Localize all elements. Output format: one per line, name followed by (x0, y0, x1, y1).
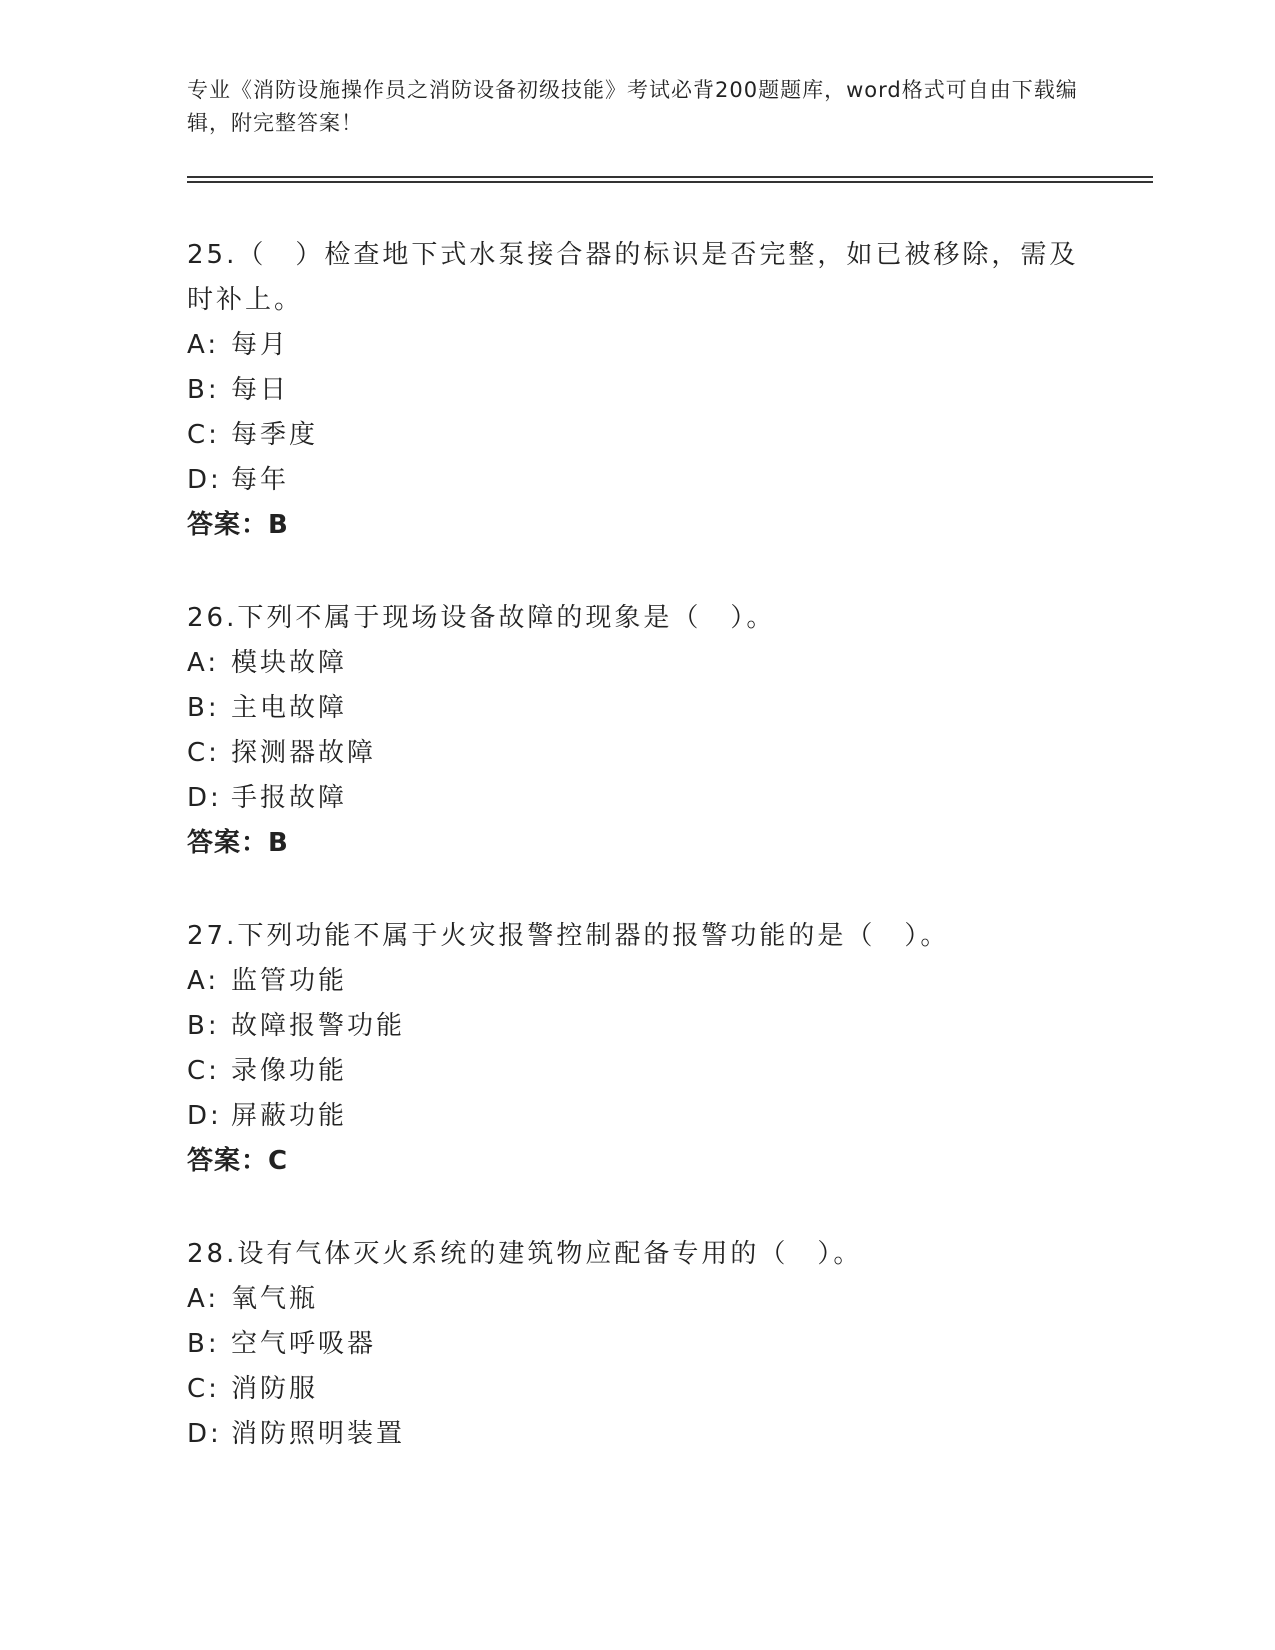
option-a (187, 323, 1087, 368)
question-26 (187, 596, 1087, 866)
option-letter: A: (187, 1284, 220, 1314)
question-25 (187, 233, 1087, 548)
option-c (187, 1049, 1087, 1094)
option-letter: B: (187, 693, 220, 723)
option-letter: B: (187, 1329, 220, 1359)
option-text: 每年 (231, 465, 290, 495)
option-letter: A: (187, 330, 220, 360)
option-text: 空气呼吸器 (231, 1329, 377, 1359)
option-text: 录像功能 (231, 1056, 348, 1086)
option-c (187, 413, 1087, 458)
option-c (187, 1367, 1087, 1412)
answer-label: 答案：B (187, 510, 289, 540)
option-text: 氧气瓶 (231, 1284, 319, 1314)
option-letter: B: (187, 1011, 220, 1041)
question-stem: 28.设有气体灭火系统的建筑物应配备专用的（ ）。 (187, 1239, 863, 1269)
option-text: 手报故障 (231, 783, 348, 813)
option-text: 模块故障 (231, 648, 348, 678)
option-a (187, 641, 1087, 686)
question-stem: 25.（ ）检查地下式水泵接合器的标识是否完整，如已被移除，需及时补上。 (187, 240, 1079, 315)
option-a (187, 959, 1087, 1004)
question-stem: 26.下列不属于现场设备故障的现象是（ ）。 (187, 603, 776, 633)
question-27 (187, 914, 1087, 1184)
option-letter: B: (187, 375, 220, 405)
question-stem: 27.下列功能不属于火灾报警控制器的报警功能的是（ ）。 (187, 921, 950, 951)
option-text: 消防照明装置 (231, 1419, 406, 1449)
option-text: 探测器故障 (231, 738, 377, 768)
option-letter: D: (187, 1101, 222, 1131)
option-d (187, 1094, 1087, 1139)
option-letter: C: (187, 738, 220, 768)
option-b (187, 1004, 1087, 1049)
option-text: 消防服 (231, 1374, 319, 1404)
option-text: 主电故障 (231, 693, 348, 723)
option-letter: D: (187, 465, 222, 495)
option-letter: D: (187, 783, 222, 813)
option-text: 故障报警功能 (231, 1011, 406, 1041)
option-letter: D: (187, 1419, 222, 1449)
document-header: 专业《消防设施操作员之消防设备初级技能》考试必背200题题库，word格式可自由下载编辑，附完整答案！ (187, 78, 1078, 135)
header-divider-top (187, 176, 1153, 178)
option-b (187, 368, 1087, 413)
option-letter: A: (187, 648, 220, 678)
option-text: 监管功能 (231, 966, 348, 996)
option-b (187, 1322, 1087, 1367)
option-letter: A: (187, 966, 220, 996)
option-d (187, 458, 1087, 503)
option-text: 每月 (231, 330, 290, 360)
option-letter: C: (187, 1056, 220, 1086)
option-letter: C: (187, 420, 220, 450)
option-d (187, 776, 1087, 821)
question-28 (187, 1232, 1087, 1457)
answer-label: 答案：B (187, 828, 289, 858)
option-d (187, 1412, 1087, 1457)
option-text: 每季度 (231, 420, 319, 450)
option-text: 每日 (231, 375, 290, 405)
option-a (187, 1277, 1087, 1322)
option-c (187, 731, 1087, 776)
option-b (187, 686, 1087, 731)
option-letter: C: (187, 1374, 220, 1404)
answer-label: 答案：C (187, 1146, 289, 1176)
option-text: 屏蔽功能 (231, 1101, 348, 1131)
header-divider-bottom (187, 181, 1153, 183)
